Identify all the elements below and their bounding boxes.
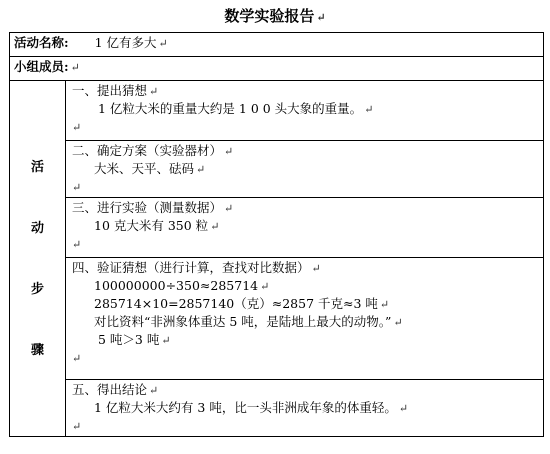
- steps-char: 动: [30, 220, 44, 236]
- report-table: [9, 32, 544, 437]
- section-line: 1 亿粒大米大约有 3 吨，比一头非洲成年象的体重轻。: [94, 400, 397, 415]
- section-heading: 二、确定方案（实验器材）: [72, 143, 223, 158]
- step-section-5: 五、得出结论 ↵ 1 亿粒大米大约有 3 吨，比一头非洲成年象的体重轻。 ↵ ↵: [66, 380, 544, 437]
- section-heading: 一、提出猜想: [72, 83, 148, 98]
- section-heading: 五、得出结论: [72, 382, 148, 397]
- section-line: 5 吨＞3 吨: [98, 332, 160, 347]
- activity-steps-label: [10, 81, 66, 437]
- step-section-4: 四、验证猜想（进行计算，查找对比数据） ↵ 100000000÷350≈285714 ↵ 285714×10=2857140（克）≈2857 千克≈3 吨 ↵ 对比资料“非洲象体重达 5 吨，是陆地上最大的动物。” ↵ 5 吨＞3 吨 ↵ ↵: [66, 258, 544, 380]
- section-line: 对比资料“非洲象体重达 5 吨，是陆地上最大的动物。”: [94, 314, 392, 329]
- activity-name-value: 1 亿有多大: [94, 35, 157, 50]
- steps-char: 步: [30, 281, 44, 297]
- report-title: 数学实验报告 ↵: [224, 7, 326, 25]
- section-line: 10 克大米有 350 粒: [94, 218, 209, 233]
- section-line: 大米、天平、砝码: [94, 161, 195, 176]
- step-section-2: 二、确定方案（实验器材） ↵ 大米、天平、砝码 ↵ ↵: [66, 141, 544, 198]
- steps-char: 活: [30, 159, 44, 175]
- group-members-row: 小组成员: ↵: [10, 57, 544, 81]
- section-line: 100000000÷350≈285714: [94, 278, 259, 293]
- section-line: 1 亿粒大米的重量大约是 1 0 0 头大象的重量。: [98, 101, 363, 116]
- section-heading: 四、验证猜想（进行计算，查找对比数据）: [72, 260, 310, 275]
- steps-char: 骤: [30, 342, 44, 358]
- step-section-1: 一、提出猜想 ↵ 1 亿粒大米的重量大约是 1 0 0 头大象的重量。 ↵ ↵: [66, 81, 544, 141]
- activity-name-row: 活动名称: 1 亿有多大 ↵: [10, 33, 544, 57]
- step-section-3: 三、进行实验（测量数据） ↵ 10 克大米有 350 粒 ↵ ↵: [66, 198, 544, 258]
- section-heading: 三、进行实验（测量数据）: [72, 200, 223, 215]
- group-members-label: 小组成员:: [14, 59, 69, 74]
- activity-name-label: 活动名称:: [14, 35, 69, 50]
- section-line: 285714×10=2857140（克）≈2857 千克≈3 吨: [94, 296, 378, 311]
